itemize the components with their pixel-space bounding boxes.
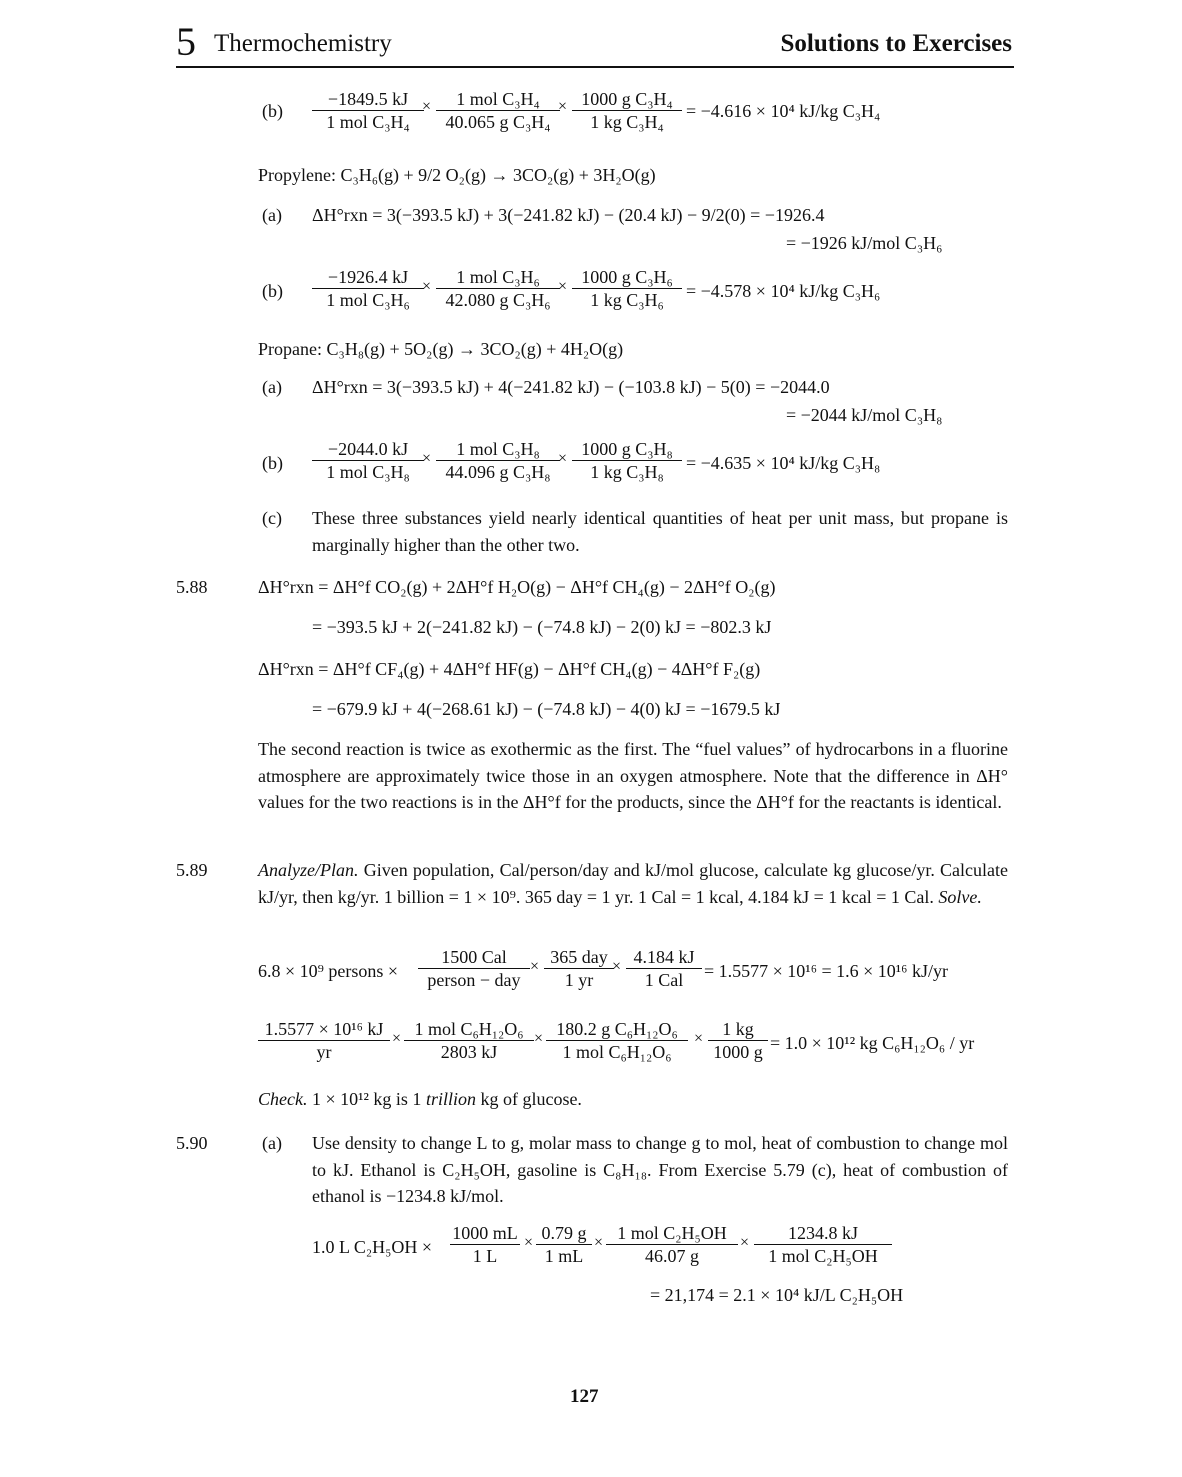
label-a: (a) (262, 205, 282, 225)
times-sign: × (422, 98, 432, 115)
times-sign: × (524, 1234, 534, 1251)
times-sign: × (534, 1030, 544, 1047)
result: = 1.5577 × 10¹⁶ = 1.6 × 10¹⁶ kJ/yr (704, 961, 948, 981)
reaction-title: Propane: C₃H₈(g) + 5O₂(g) → 3CO₂(g) + 4H₂O(g) (258, 339, 624, 359)
exercise-number: 5.89 (176, 860, 208, 880)
times-sign: × (530, 958, 540, 975)
paragraph: Use density to change L to g, molar mass to change g to mol, heat of combustion to change mol to kJ. Ethanol is C₂H₅OH, gasoline is C₈H₁₈. From Exercise 5.79 (c), heat of combustion of ethanol is −1234.8 kJ/mol. (312, 1133, 1008, 1206)
result: = −1926 kJ/mol C₃H₆ (786, 233, 943, 253)
result: = 1.0 × 10¹² kg C₆H₁₂O₆ / yr (770, 1033, 975, 1053)
label-a: (a) (262, 377, 282, 397)
fraction: $\frac{0.79 g}{1 mL}$ (536, 1222, 592, 1267)
equation: = −393.5 kJ + 2(−241.82 kJ) − (−74.8 kJ) − 2(0) kJ = −802.3 kJ (312, 617, 772, 637)
result: = −2044 kJ/mol C₃H₈ (786, 405, 943, 425)
fraction: 1 mol C₃H₄ 40.065 g C₃H₄ (436, 88, 560, 133)
fraction: −1849.5 kJ 1 mol C₃H₄ (312, 88, 424, 133)
paragraph: Analyze/Plan. Given population, Cal/person/day and kJ/mol glucose, calculate kg glucose/yr. Calculate kJ/yr, then kg/yr. 1 billion = 1 × 10⁹. 365 day = 1 yr. 1 Cal = 1 kcal, 4.184 kJ = 1 kcal = 1 Cal. Solve. (258, 860, 1008, 907)
equation: = −679.9 kJ + 4(−268.61 kJ) − (−74.8 kJ) − 4(0) kJ = −1679.5 kJ (312, 699, 781, 719)
fraction: 365 day 1 yr (544, 946, 614, 991)
times-sign: × (558, 98, 568, 115)
check-note: Check. 1 × 10¹² kg is 1 trillion kg of glucose. (258, 1089, 582, 1109)
fraction: 1 mol C₂H₅OH 46.07 g (606, 1222, 738, 1267)
fraction: $\frac{\text{1000 g C₃H₆}}{\text{1 kg C₃H₆}}$ (572, 266, 682, 311)
fraction: 1 mol C₃H₆ 42.080 g C₃H₆ (436, 266, 560, 311)
header-rule (176, 66, 1014, 68)
label-a: (a) (262, 1133, 282, 1153)
result: = −4.635 × 10⁴ kJ/kg C₃H₈ (686, 453, 881, 473)
times-sign: × (694, 1030, 704, 1047)
page-number: 127 (570, 1386, 599, 1407)
paragraph: The second reaction is twice as exothermic as the first. The “fuel values” of hydrocarbons in a fluorine atmosphere are approximately twice those in an oxygen atmosphere. Note that the difference in ΔH° values for the two reactions is in the ΔH°f for the products, since the ΔH°f for the reactants is identical. (258, 739, 1008, 812)
fraction: 1234.8 kJ 1 mol C₂H₅OH (754, 1222, 892, 1267)
result: = −4.578 × 10⁴ kJ/kg C₃H₆ (686, 281, 881, 301)
result: = −4.616 × 10⁴ kJ/kg C₃H₄ (686, 101, 881, 121)
reaction-title: Propylene: C₃H₆(g) + 9/2 O₂(g) → 3CO₂(g) + 3H₂O(g) (258, 165, 656, 185)
fraction: 4.184 kJ 1 Cal (626, 946, 702, 991)
times-sign: × (422, 278, 432, 295)
equation: ΔH°rxn = 3(−393.5 kJ) + 3(−241.82 kJ) − (20.4 kJ) − 9/2(0) = −1926.4 (312, 205, 825, 225)
fraction: $\frac{\text{1000 g C₃H₄}}{\text{1 kg C₃H₄}}$ (572, 88, 682, 133)
times-sign: × (558, 278, 568, 295)
exercise-number: 5.88 (176, 577, 208, 597)
label-b: (b) (262, 281, 283, 301)
fraction: −2044.0 kJ 1 mol C₃H₈ (312, 438, 424, 483)
exercise-number: 5.90 (176, 1133, 208, 1153)
section-title: Solutions to Exercises (780, 30, 1012, 57)
chapter-number: 5 (176, 19, 196, 64)
equation-lead: 6.8 × 10⁹ persons × (258, 961, 399, 981)
fraction: $\frac{\text{1000 g C₃H₈}}{\text{1 kg C₃H₈}}$ (572, 438, 682, 483)
label-b: (b) (262, 453, 283, 473)
fraction: 1 mol C₆H₁₂O₆ 2803 kJ (404, 1018, 534, 1063)
fraction: −1926.4 kJ 1 mol C₃H₆ (312, 266, 424, 311)
fraction: 180.2 g C₆H₁₂O₆ 1 mol C₆H₁₂O₆ (546, 1018, 688, 1063)
paragraph: These three substances yield nearly identical quantities of heat per unit mass, but propane is marginally higher than the other two. (312, 508, 1008, 555)
times-sign: × (594, 1234, 604, 1251)
times-sign: × (422, 450, 432, 467)
result: = 21,174 = 2.1 × 10⁴ kJ/L C₂H₅OH (650, 1285, 904, 1305)
times-sign: × (392, 1030, 402, 1047)
chapter-title: Thermochemistry (214, 30, 392, 57)
label-b: (b) (262, 101, 283, 121)
equation: ΔH°rxn = ΔH°f CO₂(g) + 2ΔH°f H₂O(g) − ΔH°f CH₄(g) − 2ΔH°f O₂(g) (258, 577, 776, 597)
fraction: $\frac{\text{1.5577 × 10¹⁶ kJ}}{yr}$ (258, 1018, 390, 1063)
times-sign: × (558, 450, 568, 467)
fraction: $\frac{1 kg}{1000 g}$ (708, 1018, 768, 1063)
times-sign: × (740, 1234, 750, 1251)
fraction: $\frac{1000 mL}{1 L}$ (450, 1222, 520, 1267)
equation: ΔH°rxn = 3(−393.5 kJ) + 4(−241.82 kJ) − (−103.8 kJ) − 5(0) = −2044.0 (312, 377, 830, 397)
fraction: 1500 Cal person − day (418, 946, 530, 991)
equation: ΔH°rxn = ΔH°f CF₄(g) + 4ΔH°f HF(g) − ΔH°f CH₄(g) − 4ΔH°f F₂(g) (258, 659, 761, 679)
fraction: 1 mol C₃H₈ 44.096 g C₃H₈ (436, 438, 560, 483)
times-sign: × (612, 958, 622, 975)
equation-lead: 1.0 L C₂H₅OH × (312, 1237, 433, 1257)
label-c: (c) (262, 508, 282, 528)
